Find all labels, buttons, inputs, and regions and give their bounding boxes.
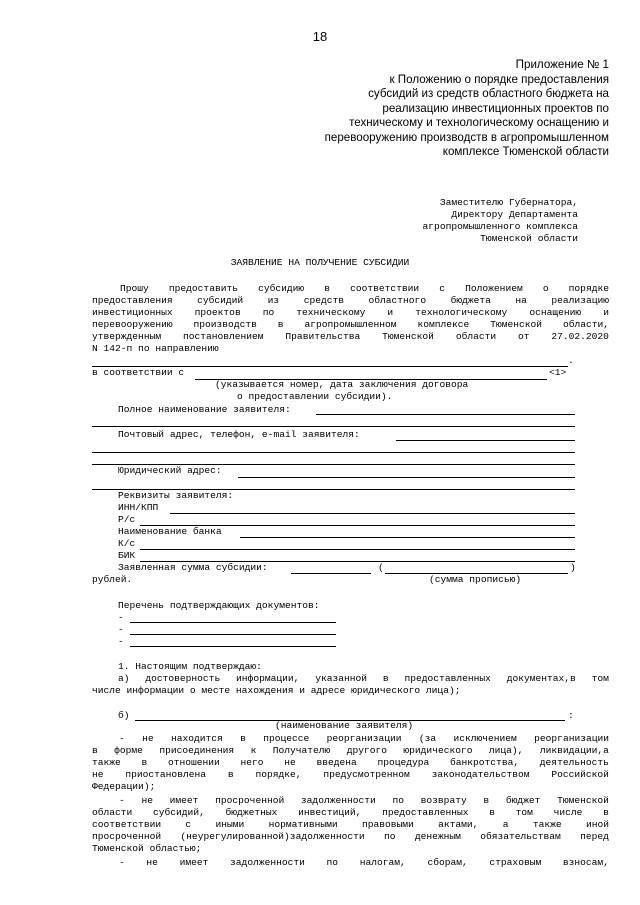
intro-line bbox=[92, 283, 609, 295]
word: процессе bbox=[263, 733, 310, 744]
word: бюджет bbox=[505, 795, 541, 806]
confirm-b-colon: : bbox=[568, 710, 574, 721]
word: в bbox=[92, 745, 98, 756]
word: агропромышленном bbox=[304, 319, 397, 330]
form-title: ЗАЯВЛЕНИЕ НА ПОЛУЧЕНИЕ СУБСИДИИ bbox=[230, 257, 410, 268]
word: актами, bbox=[438, 819, 479, 830]
applicant-name-hint: (наименование заявителя) bbox=[275, 720, 414, 731]
word: возврату bbox=[420, 795, 467, 806]
word: обязательствам bbox=[480, 831, 561, 842]
condition-line bbox=[92, 819, 609, 831]
requisites-label: Реквизиты заявителя: bbox=[118, 490, 234, 501]
doc-field[interactable] bbox=[130, 634, 336, 635]
word: денежным bbox=[414, 831, 461, 842]
agreement-label: в соответствии с bbox=[92, 367, 185, 378]
condition-line bbox=[92, 807, 609, 819]
word: области bbox=[455, 331, 497, 342]
paren-close: ) bbox=[570, 562, 576, 573]
word: бюджета bbox=[450, 295, 491, 306]
word: имеет bbox=[169, 795, 199, 806]
word: страховым bbox=[489, 857, 542, 868]
word: с bbox=[439, 283, 446, 294]
appendix-line: к Положению о порядке предоставления bbox=[389, 72, 609, 86]
word: не bbox=[92, 769, 104, 780]
word: документах,в bbox=[506, 673, 576, 684]
appendix-line: комплексе Тюменской области bbox=[442, 145, 609, 158]
intro-last-line: N 142-п по направлению bbox=[92, 343, 219, 354]
word: не bbox=[146, 857, 158, 868]
word: с bbox=[185, 819, 192, 830]
rubles-label: рублей. bbox=[92, 574, 133, 585]
word: налогам, bbox=[359, 857, 406, 868]
word: от bbox=[517, 331, 530, 342]
word: перевооружению bbox=[92, 319, 173, 330]
word: по bbox=[392, 795, 404, 806]
paren-open: ( bbox=[378, 562, 384, 573]
word: технологическому bbox=[415, 307, 508, 318]
word: задолженности bbox=[300, 795, 376, 806]
word: правовыми bbox=[362, 819, 414, 830]
confirm-a bbox=[92, 673, 609, 697]
word: реорганизации bbox=[326, 733, 402, 744]
word: техническому bbox=[296, 307, 366, 318]
intro-line bbox=[92, 319, 609, 331]
condition-line bbox=[92, 733, 609, 745]
word: сборам, bbox=[427, 857, 468, 868]
word: в bbox=[277, 319, 284, 330]
word: по bbox=[262, 307, 275, 318]
word: него bbox=[240, 757, 264, 768]
word: иными bbox=[215, 819, 245, 830]
word: - bbox=[119, 733, 125, 744]
inn-field[interactable] bbox=[170, 513, 575, 514]
bik-label: БИК bbox=[118, 550, 136, 561]
full-name-field-line2[interactable] bbox=[92, 426, 575, 427]
docs-title: Перечень подтверждающих документов: bbox=[118, 600, 320, 611]
confirm-a-line bbox=[92, 673, 609, 685]
postal-field[interactable] bbox=[396, 440, 575, 441]
confirm-a-line2: числе информации о месте нахождения и адресе юридического лица); bbox=[92, 685, 461, 696]
word: предусмотренном bbox=[323, 769, 410, 780]
intro-line bbox=[92, 331, 609, 343]
word: и bbox=[603, 307, 609, 318]
agreement-hint: (указывается номер, дата заключения договора bbox=[215, 379, 469, 390]
addressee-line: Тюменской области bbox=[480, 233, 578, 244]
word: бюджетных bbox=[225, 807, 278, 818]
word: указанной bbox=[315, 673, 368, 684]
condition-debt bbox=[92, 795, 609, 855]
amount-label: Заявленная сумма субсидии: bbox=[118, 562, 268, 573]
inn-label: ИНН/КПП bbox=[118, 502, 159, 513]
docs-dash: - bbox=[118, 612, 124, 623]
bank-label: Наименование банка bbox=[118, 526, 222, 537]
word: предоставить bbox=[168, 283, 238, 294]
word: в bbox=[227, 769, 234, 780]
word: утвержденным bbox=[92, 331, 162, 342]
word: не bbox=[284, 757, 296, 768]
appendix-line: субсидий из средств областного бюджета на bbox=[368, 87, 609, 100]
appendix-line: техническому и технологическому оснащению и bbox=[349, 116, 609, 129]
condition-line bbox=[92, 745, 609, 757]
word: - bbox=[119, 857, 125, 868]
confirm-heading: 1. Настоящим подтверждаю: bbox=[118, 661, 262, 672]
word: в bbox=[603, 807, 609, 818]
word: не bbox=[142, 733, 154, 744]
word: инвестиционных bbox=[92, 307, 173, 318]
word: исключением bbox=[453, 733, 517, 744]
direction-period: . bbox=[568, 355, 574, 366]
word: отношении bbox=[167, 757, 220, 768]
word: к bbox=[250, 745, 257, 756]
word: субсидий bbox=[197, 295, 244, 306]
appendix-line: реализацию инвестиционных проектов по bbox=[382, 101, 609, 115]
word: также bbox=[532, 819, 562, 830]
word: просроченной bbox=[92, 831, 162, 842]
word: числе bbox=[553, 807, 583, 818]
word: предоставления bbox=[92, 295, 173, 306]
word: иной bbox=[585, 819, 609, 830]
word: процедура bbox=[377, 757, 430, 768]
word: соответствии bbox=[92, 819, 162, 830]
word: оснащению bbox=[529, 307, 582, 318]
word: также bbox=[92, 757, 121, 768]
appendix-line: Приложение № 1 bbox=[515, 58, 609, 71]
word: средств bbox=[303, 295, 344, 306]
intro-paragraph bbox=[92, 283, 609, 355]
word: а bbox=[502, 819, 509, 830]
condition-line bbox=[92, 795, 609, 807]
addressee-line: Заместителю Губернатора, bbox=[439, 197, 578, 208]
word: Тюменской bbox=[557, 795, 609, 806]
word: введена bbox=[316, 757, 357, 768]
word: задолженности bbox=[230, 857, 305, 868]
rs-label: Р/с bbox=[118, 514, 136, 525]
page-number: 18 bbox=[312, 29, 328, 44]
word: постановлением bbox=[182, 331, 264, 342]
word: информации, bbox=[236, 673, 300, 684]
word: присоединения bbox=[159, 745, 235, 756]
addressee-block bbox=[423, 197, 578, 245]
word: субсидию bbox=[258, 283, 305, 294]
agreement-hint: о предоставлении субсидии). bbox=[237, 391, 393, 402]
word: в bbox=[141, 757, 148, 768]
ks-field[interactable] bbox=[140, 549, 575, 550]
word: Российской bbox=[551, 769, 609, 780]
word: субсидий, bbox=[153, 807, 205, 818]
condition-line bbox=[92, 757, 609, 769]
word: (неурегулированной)задолженности bbox=[180, 831, 365, 842]
word: просроченной bbox=[215, 795, 285, 806]
word: нормативными bbox=[268, 819, 338, 830]
word: реорганизации bbox=[534, 733, 609, 744]
legal-address-field[interactable] bbox=[238, 477, 575, 478]
appendix-line: перевооружению производств в агропромышленном bbox=[324, 130, 609, 144]
word: Положением bbox=[465, 283, 523, 294]
word: юридического bbox=[403, 745, 473, 756]
word: законодательством bbox=[431, 769, 530, 780]
word: том bbox=[591, 673, 609, 684]
word: перед bbox=[580, 831, 609, 842]
word: по bbox=[326, 857, 339, 868]
word: а) bbox=[118, 673, 130, 684]
legal-address-label: Юридический адрес: bbox=[118, 465, 222, 476]
footnote-marker: <1> bbox=[549, 367, 567, 378]
word: порядке bbox=[568, 283, 609, 294]
word: лица), bbox=[488, 745, 524, 756]
addressee-line: агропромышленного комплекса bbox=[422, 221, 578, 232]
word: порядке, bbox=[255, 769, 302, 780]
word: - bbox=[119, 795, 125, 806]
postal-label: Почтовый адрес, телефон, e-mail заявителя: bbox=[118, 429, 360, 440]
word: банкротства, bbox=[450, 757, 520, 768]
word: Прошу bbox=[120, 283, 149, 294]
word: в bbox=[483, 795, 490, 806]
intro-line bbox=[92, 295, 609, 307]
word: производств bbox=[193, 319, 257, 330]
word: 27.02.2020 bbox=[551, 331, 609, 342]
word: соответствии bbox=[350, 283, 420, 294]
condition-line bbox=[92, 857, 609, 869]
condition-line bbox=[92, 769, 609, 781]
word: по bbox=[383, 831, 396, 842]
condition-last-line: Тюменской областью; bbox=[92, 843, 202, 854]
amount-words-hint: (сумма прописью) bbox=[429, 574, 522, 585]
word: в bbox=[240, 733, 246, 744]
condition-taxes bbox=[92, 857, 609, 869]
word: областного bbox=[368, 295, 427, 306]
word: другого bbox=[346, 745, 388, 756]
bank-field[interactable] bbox=[240, 537, 575, 538]
word: из bbox=[267, 295, 280, 306]
condition-line bbox=[92, 831, 609, 843]
word: реализацию bbox=[551, 295, 609, 306]
docs-dash: - bbox=[118, 624, 124, 635]
word: Тюменской bbox=[490, 319, 543, 330]
word: предоставленных bbox=[404, 673, 491, 684]
word: и bbox=[387, 307, 394, 318]
doc-field[interactable] bbox=[130, 622, 336, 623]
word: форме bbox=[114, 745, 143, 756]
word: взносам, bbox=[562, 857, 609, 868]
word: области, bbox=[562, 319, 609, 330]
word: предоставленных bbox=[382, 807, 469, 818]
condition-reorganization bbox=[92, 733, 609, 793]
intro-line bbox=[92, 307, 609, 319]
amount-field[interactable] bbox=[291, 573, 371, 574]
ks-label: К/с bbox=[118, 538, 136, 549]
word: достоверность bbox=[145, 673, 221, 684]
word: области bbox=[92, 807, 133, 818]
word: проектов bbox=[194, 307, 241, 318]
doc-field[interactable] bbox=[130, 646, 336, 647]
word: приостановлена bbox=[125, 769, 206, 780]
word: (за bbox=[418, 733, 437, 744]
full-name-label: Полное наименование заявителя: bbox=[118, 404, 291, 415]
word: Правительства bbox=[285, 331, 361, 342]
full-name-field[interactable] bbox=[316, 414, 575, 415]
word: не bbox=[141, 795, 153, 806]
docs-dash: - bbox=[118, 636, 124, 647]
word: о bbox=[542, 283, 549, 294]
word: в bbox=[382, 673, 389, 684]
appendix-header bbox=[325, 58, 609, 160]
condition-last-line: Федерации); bbox=[92, 781, 156, 792]
word: Получателю bbox=[272, 745, 331, 756]
word: в bbox=[324, 283, 330, 294]
word: имеет bbox=[179, 857, 209, 868]
word: инвестиций, bbox=[298, 807, 362, 818]
postal-field-line2[interactable] bbox=[92, 452, 575, 453]
addressee-line: Директору Департамента bbox=[451, 209, 578, 220]
word: Тюменской bbox=[382, 331, 434, 342]
word: ликвидации,а bbox=[539, 745, 609, 756]
word: том bbox=[515, 807, 533, 818]
confirm-b-label: б) bbox=[118, 710, 130, 721]
word: на bbox=[515, 295, 527, 306]
word: деятельность bbox=[539, 757, 609, 768]
word: в bbox=[489, 807, 495, 818]
word: находится bbox=[170, 733, 223, 744]
word: комплексе bbox=[417, 319, 470, 330]
